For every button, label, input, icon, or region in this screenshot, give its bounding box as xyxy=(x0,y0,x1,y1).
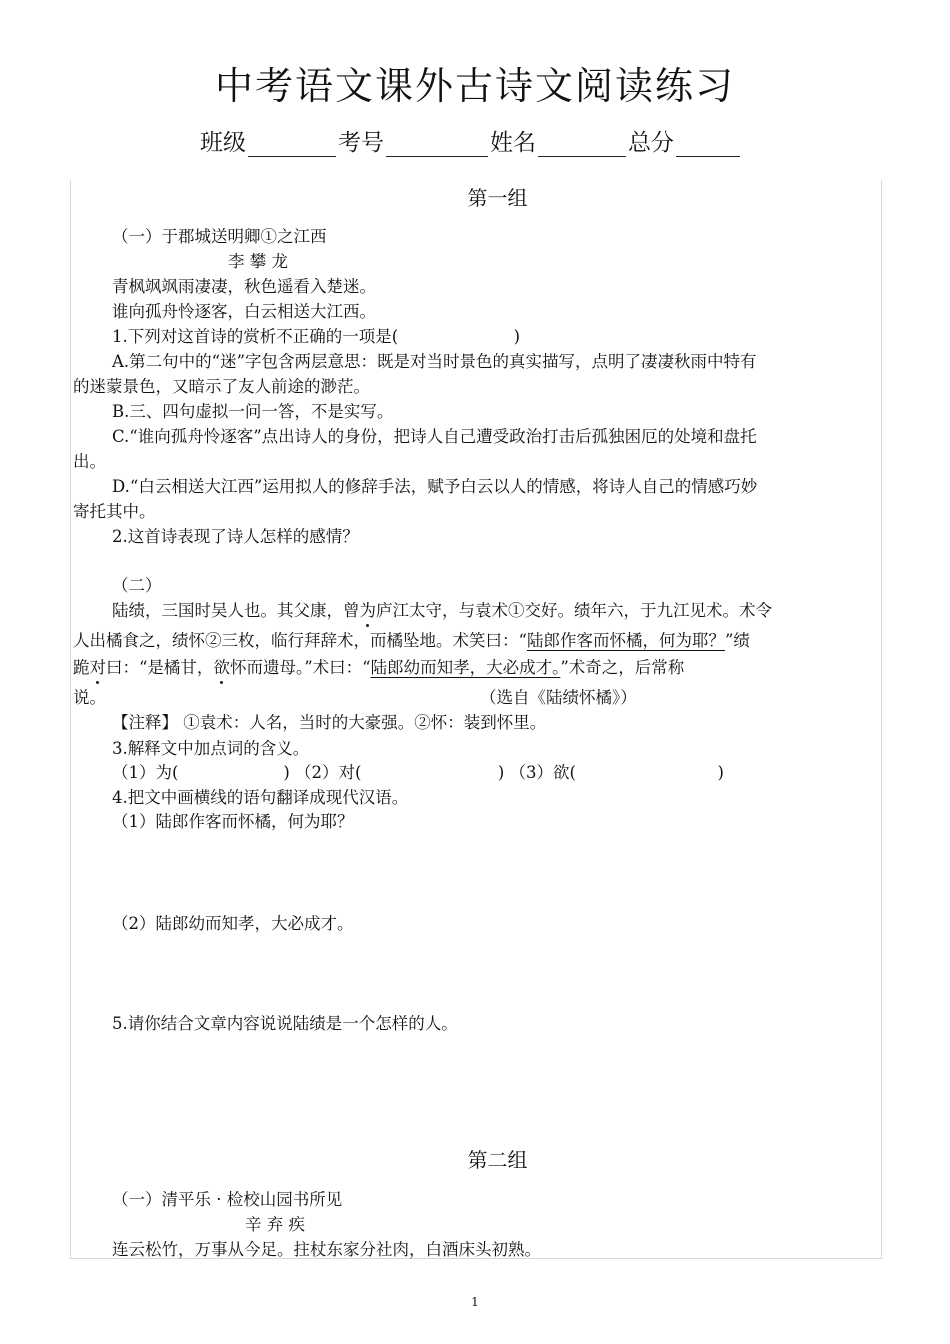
question4-item1: （1）陆郎作客而怀橘，何为耶？ xyxy=(112,812,354,831)
name-label: 姓名 xyxy=(490,130,536,156)
question1-option-a-line1: A.第二句中的“迷”字包含两层意思：既是对当时景色的真实描写，点明了凄凄秋雨中特有 xyxy=(112,352,757,371)
page-number: 1 xyxy=(471,1295,479,1309)
question1-option-a-line2: 的迷蒙景色，又暗示了友人前途的渺茫。 xyxy=(73,377,370,396)
dotted-word-wei: 为 xyxy=(359,601,376,620)
question1-option-b: B.三、四句虚拟一问一答，不是实写。 xyxy=(112,402,394,421)
prose-line1: 陆绩，三国时吴人也。其父康，曾为庐江太守，与袁术①交好。绩年六，于九江见术。术令 xyxy=(112,601,772,620)
prose-note: 【注释】 ①袁术：人名，当时的大豪强。②怀：装到怀里。 xyxy=(112,713,547,732)
poem1-author: 李 攀 龙 xyxy=(228,252,288,271)
page-title: 中考语文课外古诗文阅读练习 xyxy=(214,64,735,108)
question1-option-d-line1: D.“白云相送大江西”运用拟人的修辞手法，赋予白云以人的情感，将诗人自己的情感巧妙 xyxy=(112,477,758,496)
poem1-heading: （一）于郡城送明卿①之江西 xyxy=(112,227,327,246)
prose-line4: 说。 xyxy=(73,688,106,707)
poem2-line1: 连云松竹，万事从今足。拄杖东家分社肉，白酒床头初熟。 xyxy=(112,1240,541,1259)
prose-heading: （二） xyxy=(112,576,162,595)
name-blank[interactable] xyxy=(538,128,626,157)
poem2-heading: （一）清平乐 · 检校山园书所见 xyxy=(112,1190,343,1209)
question1-stem: 1.下列对这首诗的赏析不正确的一项是( ) xyxy=(112,327,521,346)
underlined-sentence-1: 陆郎作客而怀橘，何为耶？ xyxy=(526,631,725,650)
question1-option-d-line2: 寄托其中。 xyxy=(73,502,156,521)
poem2-author: 辛 弃 疾 xyxy=(245,1215,305,1234)
poem1-line1: 青枫飒飒雨凄凄，秋色遥看入楚迷。 xyxy=(112,277,376,296)
question5: 5.请你结合文章内容说说陆绩是一个怎样的人。 xyxy=(112,1014,458,1033)
exam-number-blank[interactable] xyxy=(386,128,488,157)
student-info-line xyxy=(200,124,742,157)
question2: 2.这首诗表现了诗人怎样的感情？ xyxy=(112,527,359,546)
prose-line2: 人出橘食之，绩怀②三枚，临行拜辞术，而橘坠地。术笑曰：“陆郎作客而怀橘，何为耶？”绩 xyxy=(73,631,750,650)
prose-line3: 跪对曰：“是橘甘，欲怀而遗母。”术曰：“陆郎幼而知孝，大必成才。”术奇之，后常称 xyxy=(73,658,685,677)
question4: 4.把文中画横线的语句翻译成现代汉语。 xyxy=(112,788,409,807)
group2-title: 第二组 xyxy=(467,1148,528,1172)
question3: 3.解释文中加点词的含义。 xyxy=(112,739,310,758)
group1-title: 第一组 xyxy=(467,186,528,210)
class-blank[interactable] xyxy=(248,128,336,157)
question4-item2: （2）陆郎幼而知孝，大必成才。 xyxy=(112,914,354,933)
question1-option-c-line1: C.“谁向孤舟怜逐客”点出诗人的身份，把诗人自己遭受政治打击后孤独困厄的处境和盘托 xyxy=(112,427,757,446)
question3-items: （1）为( ) （2）对( ) （3）欲( ) xyxy=(112,763,724,782)
poem1-line2: 谁向孤舟怜逐客，白云相送大江西。 xyxy=(112,302,376,321)
score-blank[interactable] xyxy=(676,128,740,157)
dotted-word-yu: 欲 xyxy=(213,658,230,677)
question1-option-c-line2: 出。 xyxy=(73,452,106,471)
underlined-sentence-2: 陆郎幼而知孝，大必成才。 xyxy=(370,658,561,677)
prose-source: （选自《陆绩怀橘》） xyxy=(480,688,637,707)
score-label: 总分 xyxy=(628,130,674,156)
class-label: 班级 xyxy=(200,130,246,156)
dotted-word-dui: 对 xyxy=(89,658,106,677)
exam-number-label: 考号 xyxy=(338,130,384,156)
